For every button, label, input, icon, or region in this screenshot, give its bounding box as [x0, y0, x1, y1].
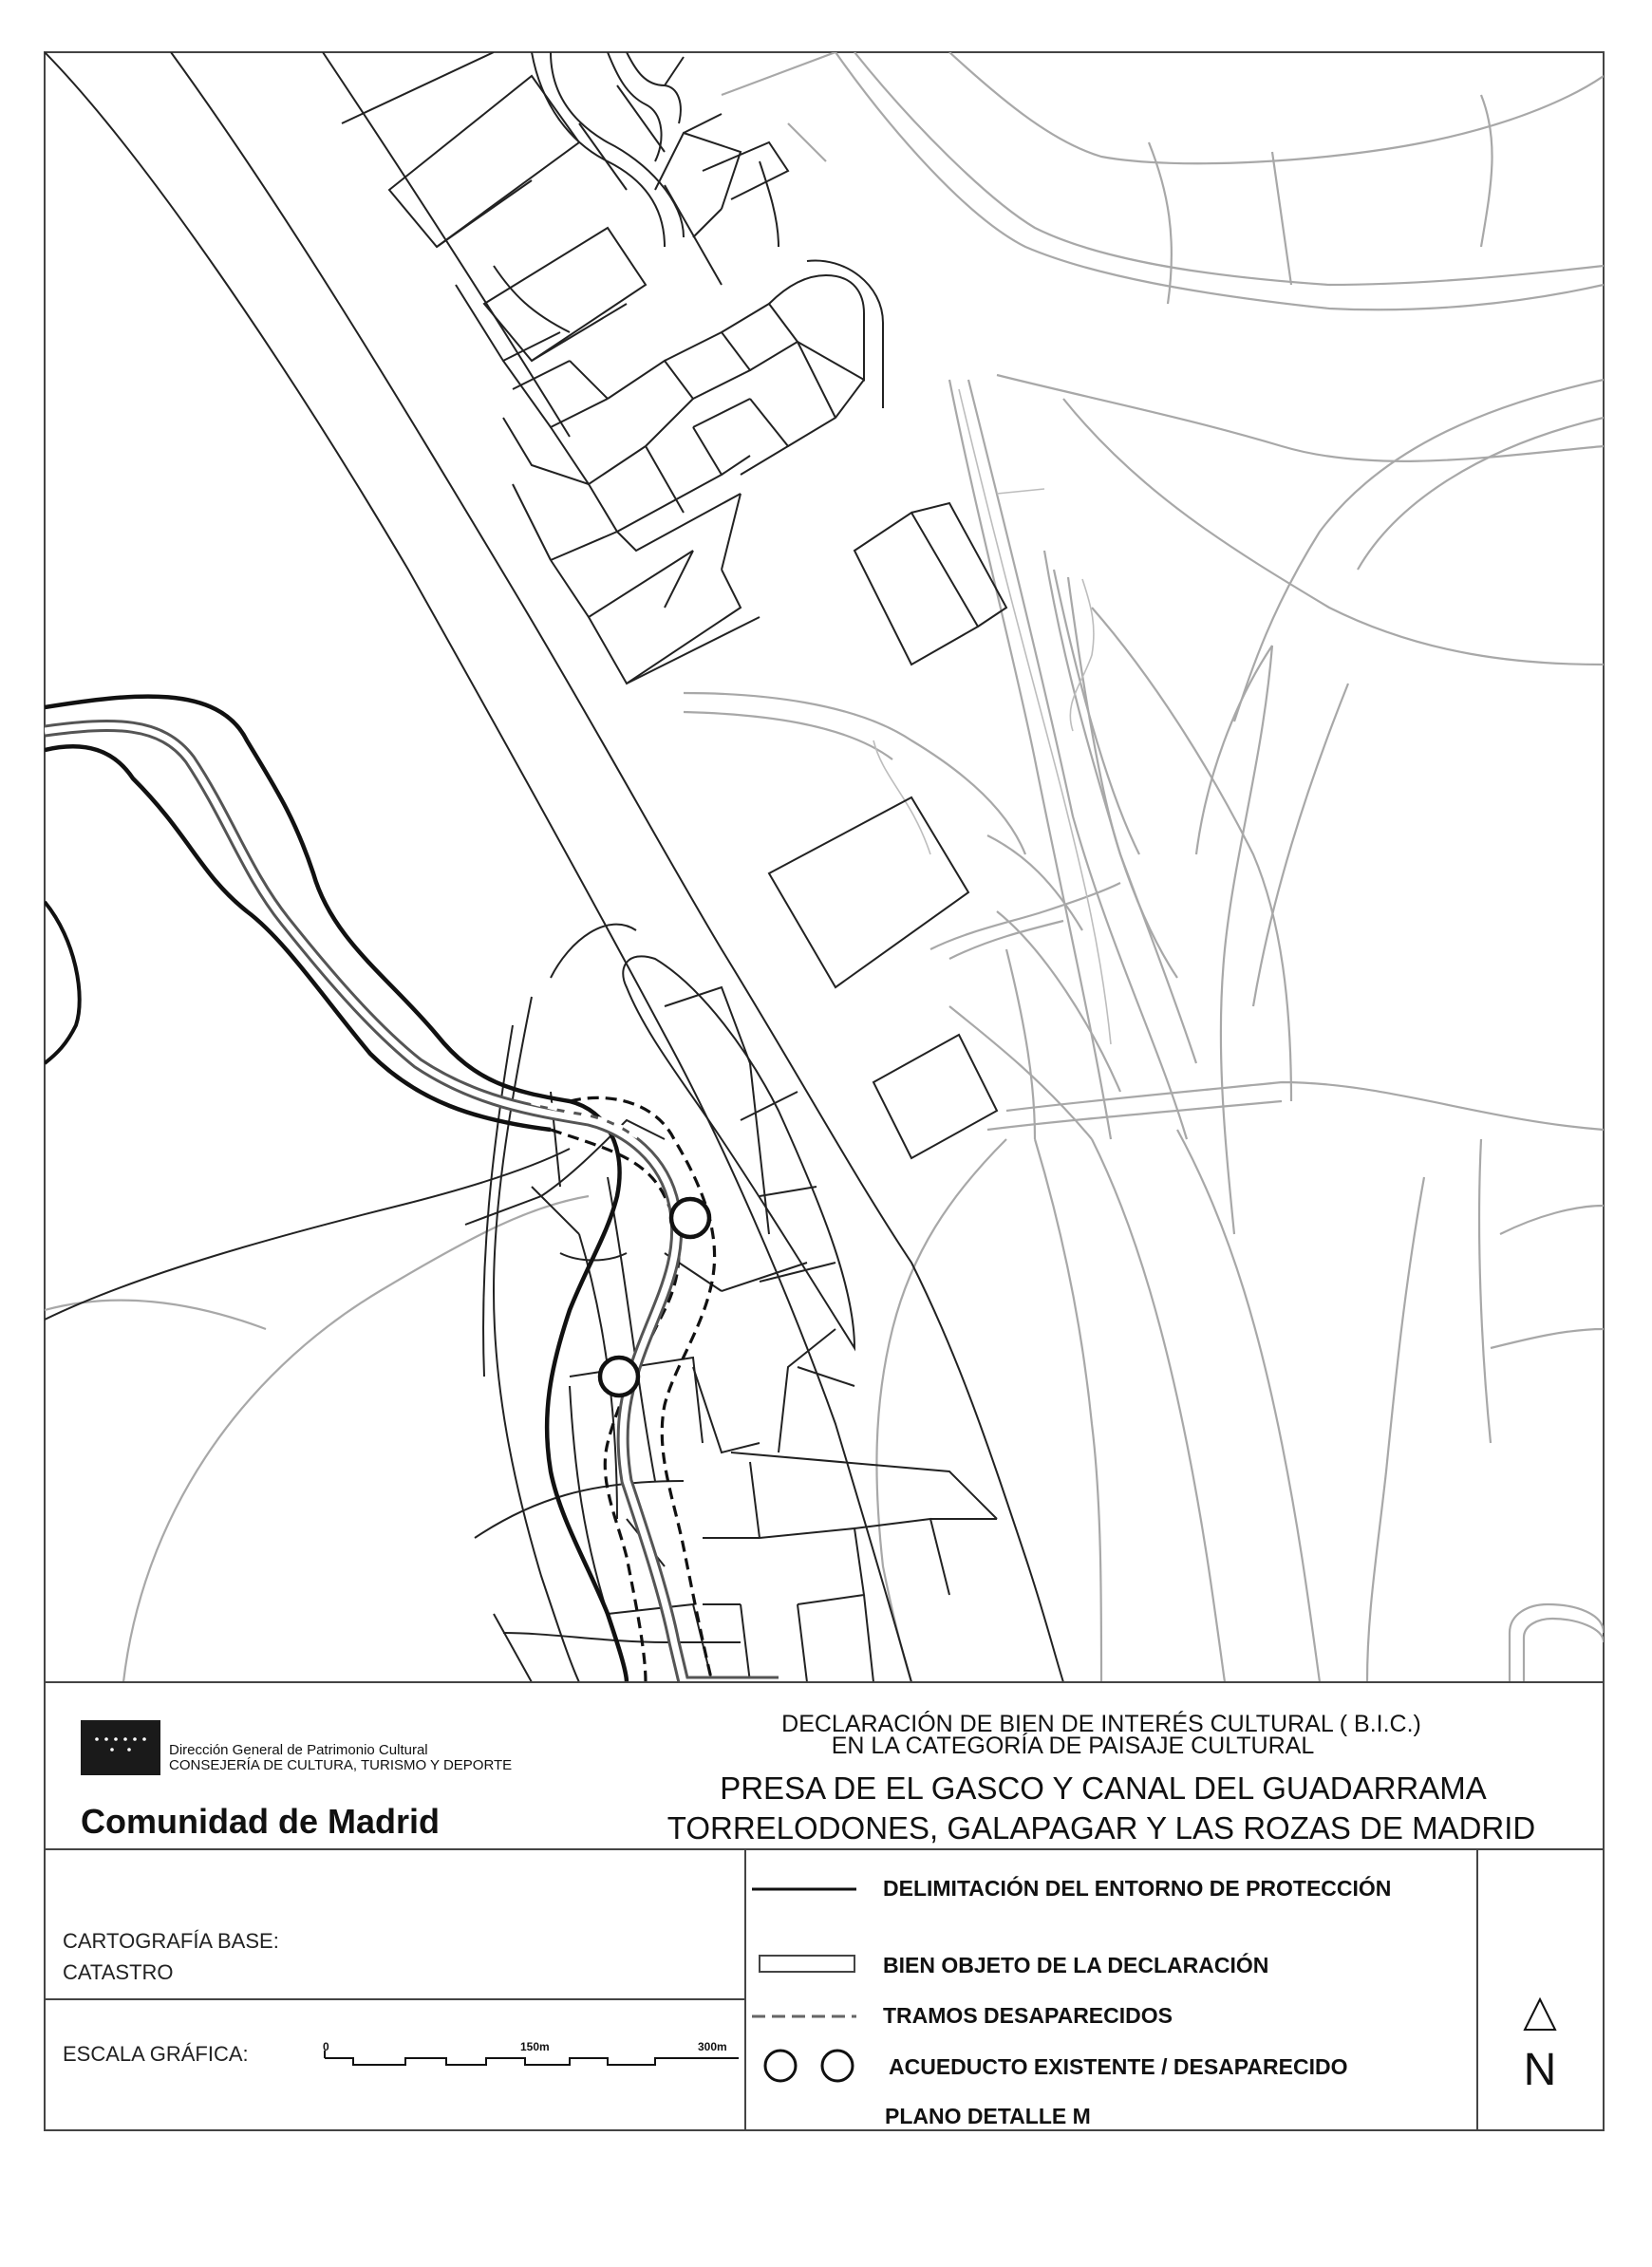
org-name: Comunidad de Madrid	[81, 1802, 440, 1841]
north-letter: N	[1523, 2045, 1557, 2095]
legend-label-lost-sections: TRAMOS DESAPARECIDOS	[883, 2003, 1173, 2028]
title-block	[45, 1682, 1604, 1849]
org-ministry: CONSEJERÍA DE CULTURA, TURISMO Y DEPORTE	[169, 1757, 513, 1773]
scale-tick-300: 300m	[698, 2040, 727, 2053]
legend-label-aqueduct: ACUEDUCTO EXISTENTE / DESAPARECIDO	[889, 2054, 1348, 2079]
title-line-3: PRESA DE EL GASCO Y CANAL DEL GUADARRAMA	[720, 1771, 1487, 1806]
cartography-value: CATASTRO	[63, 1960, 174, 1984]
logo-mark	[81, 1720, 160, 1775]
scale-tick-150: 150m	[520, 2040, 550, 2053]
cartography-label: CARTOGRAFÍA BASE:	[63, 1929, 279, 1953]
aqueduct-circle-lower	[600, 1358, 638, 1396]
legend-symbol-circle-lost	[822, 2051, 853, 2081]
legend-symbol-circle-existing	[765, 2051, 796, 2081]
title-line-4: TORRELODONES, GALAPAGAR Y LAS ROZAS DE MADRID	[666, 1810, 1536, 1845]
legend-label-boundary: DELIMITACIÓN DEL ENTORNO DE PROTECCIÓN	[883, 1876, 1392, 1901]
legend-label-asset: BIEN OBJETO DE LA DECLARACIÓN	[883, 1953, 1269, 1977]
map-area	[45, 52, 1604, 1709]
aqueduct-circle-upper	[671, 1199, 709, 1237]
title-line-2: EN LA CATEGORÍA DE PAISAJE CULTURAL	[831, 1733, 1315, 1759]
legend-block	[45, 1849, 1604, 2130]
scale-tick-0: 0	[323, 2040, 329, 2053]
title-line-1: DECLARACIÓN DE BIEN DE INTERÉS CULTURAL ( B.I.C.)	[781, 1711, 1421, 1737]
sheet-label: PLANO DETALLE M	[885, 2104, 1091, 2128]
org-directorate: Dirección General de Patrimonio Cultural	[169, 1742, 428, 1758]
legend-symbol-outlined-band	[760, 1956, 854, 1972]
scale-label: ESCALA GRÁFICA:	[63, 2042, 249, 2066]
